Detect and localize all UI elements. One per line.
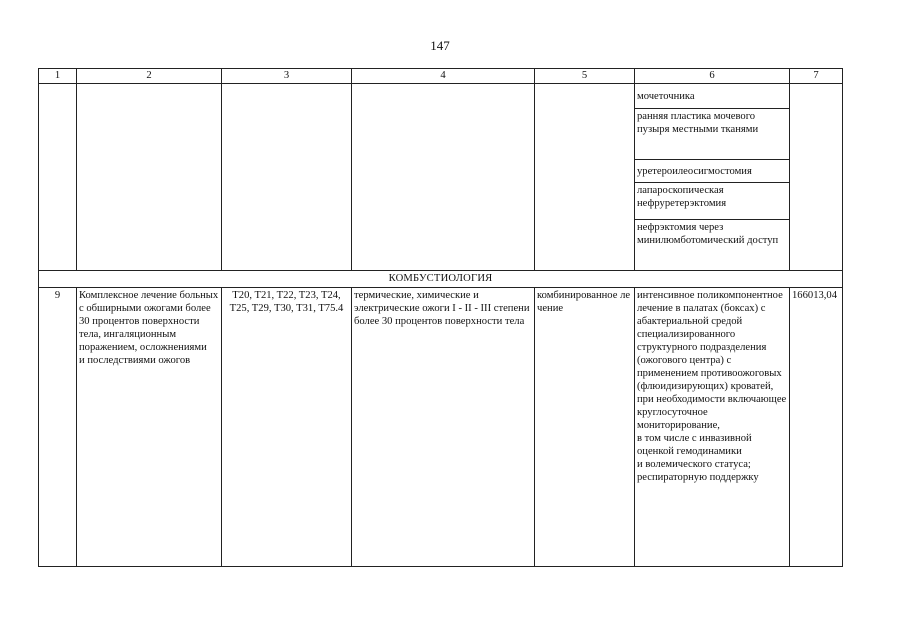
treatment-method: интенсивное поликомпонентное лечение в палатах (боксах) с абактериальной средой специализированного структурного подразделения (ожогового центра) с применением противоожоговых (флюидизирующих) кроватей, при необходимости включающее круглосуточное мониторирование, в том числе с инвазивной оценкой гемодинамики и волемического статуса; респираторную поддержку xyxy=(635,288,790,567)
cont-cell-3 xyxy=(222,84,352,271)
method-cell: уретероилеосигмостомия xyxy=(635,160,790,183)
cont-cell-4 xyxy=(352,84,535,271)
section-row xyxy=(39,271,843,288)
cont-cell-7 xyxy=(790,84,843,271)
header-col-3: 3 xyxy=(222,69,352,84)
treatment-type: комбинированное лечение xyxy=(535,288,635,567)
header-col-4: 4 xyxy=(352,69,535,84)
method-cell: нефрэктомия через минилюмботомический доступ xyxy=(635,220,790,271)
cont-cell-1 xyxy=(39,84,77,271)
method-cell: лапароскопическая нефруретерэктомия xyxy=(635,183,790,220)
cont-cell-2 xyxy=(77,84,222,271)
method-cell: мочеточника xyxy=(635,84,790,109)
cost-value: 166013,04 xyxy=(790,288,843,567)
header-col-6: 6 xyxy=(635,69,790,84)
section-title: КОМБУСТИОЛОГИЯ xyxy=(39,271,843,288)
header-col-2: 2 xyxy=(77,69,222,84)
header-row xyxy=(39,69,843,84)
cont-cell-5 xyxy=(535,84,635,271)
service-name: Комплексное лечение больных с обширными ожогами более 30 процентов поверхности тела, ингаляционным поражением, осложнениями и последствиями ожогов xyxy=(77,288,222,567)
header-col-5: 5 xyxy=(535,69,635,84)
table-row xyxy=(39,84,843,109)
header-col-1: 1 xyxy=(39,69,77,84)
method-cell: ранняя пластика мочевого пузыря местными тканями xyxy=(635,109,790,160)
page-number: 147 xyxy=(430,38,450,53)
patient-model: термические, химические и электрические ожоги I - II - III степени более 30 процентов поверхности тела xyxy=(352,288,535,567)
diagnosis-codes: T20, T21, T22, T23, T24, T25, T29, T30, T31, T75.4 xyxy=(222,288,352,567)
row-number: 9 xyxy=(39,288,77,567)
services-table xyxy=(38,68,843,567)
header-col-7: 7 xyxy=(790,69,843,84)
table-row xyxy=(39,288,843,567)
